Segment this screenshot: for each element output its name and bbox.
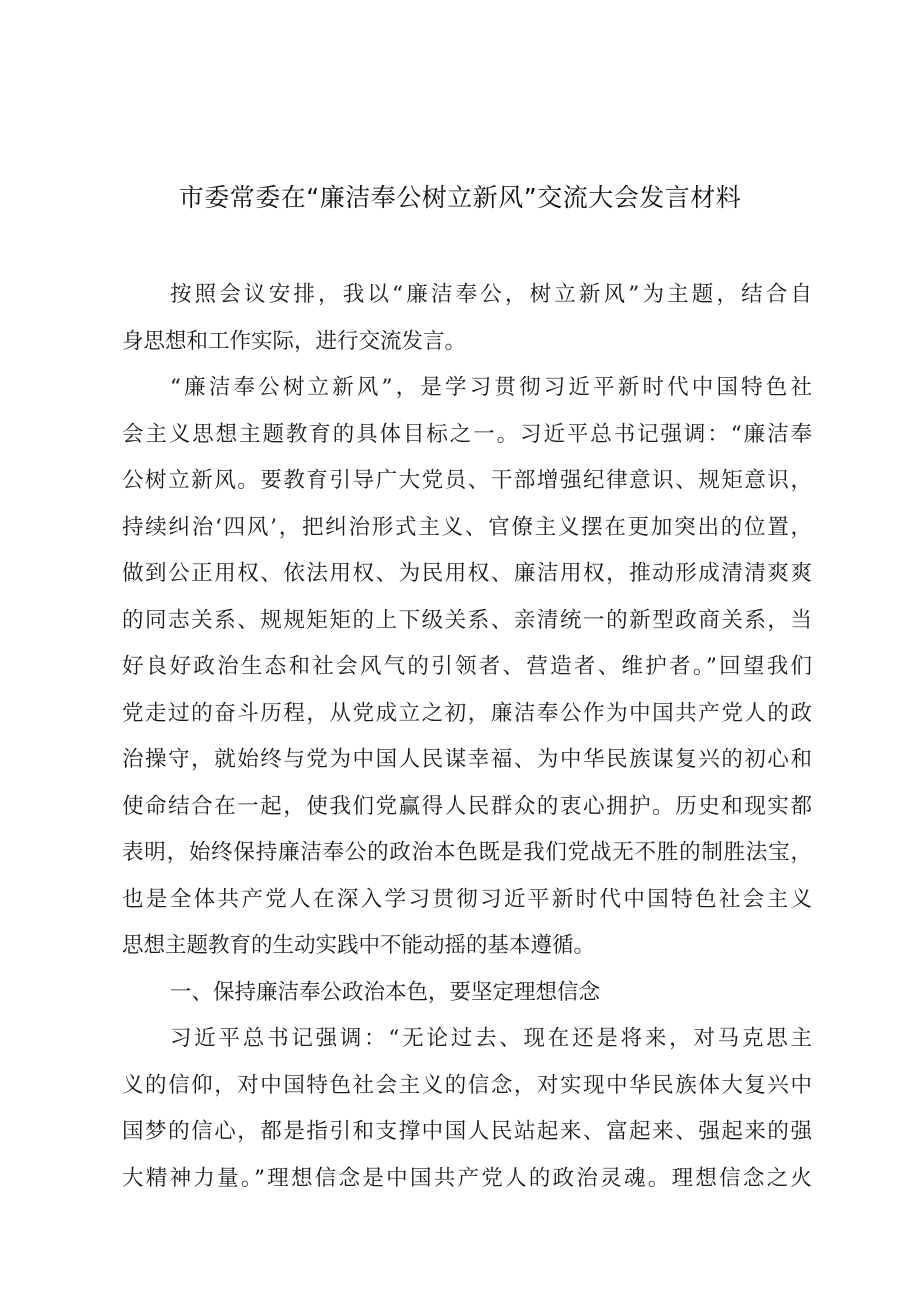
paragraph-line: 国梦的信心，都是指引和支撑中国人民站起来、富起来、强起来的强 [122, 1119, 812, 1144]
document-body [122, 272, 812, 1202]
paragraph-line: 按照会议安排，我以“廉洁奉公，树立新风”为主题，结合自 [170, 282, 812, 307]
paragraph-line: 身思想和工作实际，进行交流发言。 [122, 328, 467, 354]
paragraph-line: 义的信仰，对中国特色社会主义的信念，对实现中华民族体大复兴中 [122, 1072, 812, 1098]
paragraph-line: 会主义思想主题教育的具体目标之一。习近平总书记强调：“廉洁奉 [122, 421, 812, 447]
paragraph-line: 公树立新风。要教育引导广大党员、干部增强纪律意识、规矩意识， [122, 468, 812, 493]
paragraph-line: 党走过的奋斗历程，从党成立之初，廉洁奉公作为中国共产党人的政 [122, 700, 812, 726]
paragraph-line: 表明，始终保持廉洁奉公的政治本色既是我们党战无不胜的制胜法宝， [122, 840, 812, 865]
paragraph-line: 的同志关系、规规矩矩的上下级关系、亲清统一的新型政商关系，当 [122, 607, 812, 633]
paragraph-line: 大精神力量。”理想信念是中国共产党人的政治灵魂。理想信念之火 [122, 1165, 812, 1191]
paragraph-line: 习近平总书记强调：“无论过去、现在还是将来，对马克思主 [170, 1026, 812, 1051]
paragraph-line: 思想主题教育的生动实践中不能动摇的基本遵循。 [122, 933, 596, 958]
page-title: 市委常委在“廉洁奉公树立新风”交流大会发言材料 [178, 183, 742, 212]
paragraph-line: “廉洁奉公树立新风”，是学习贯彻习近平新时代中国特色社 [170, 375, 812, 400]
paragraph-line: 也是全体共产党人在深入学习贯彻习近平新时代中国特色社会主义 [122, 886, 812, 912]
paragraph-line: 好良好政治生态和社会风气的引领者、营造者、维护者。”回望我们 [122, 654, 812, 679]
paragraph-line: 治操守，就始终与党为中国人民谋幸福、为中华民族谋复兴的初心和 [122, 747, 812, 772]
paragraph-line: 做到公正用权、依法用权、为民用权、廉洁用权，推动形成清清爽爽 [122, 561, 812, 586]
paragraph-line: 持续纠治‘四风’，把纠治形式主义、官僚主义摆在更加突出的位置， [122, 514, 812, 540]
section-heading: 一、保持廉洁奉公政治本色，要坚定理想信念 [170, 979, 601, 1005]
paragraph-line: 使命结合在一起，使我们党赢得人民群众的衷心拥护。历史和现实都 [122, 793, 812, 819]
